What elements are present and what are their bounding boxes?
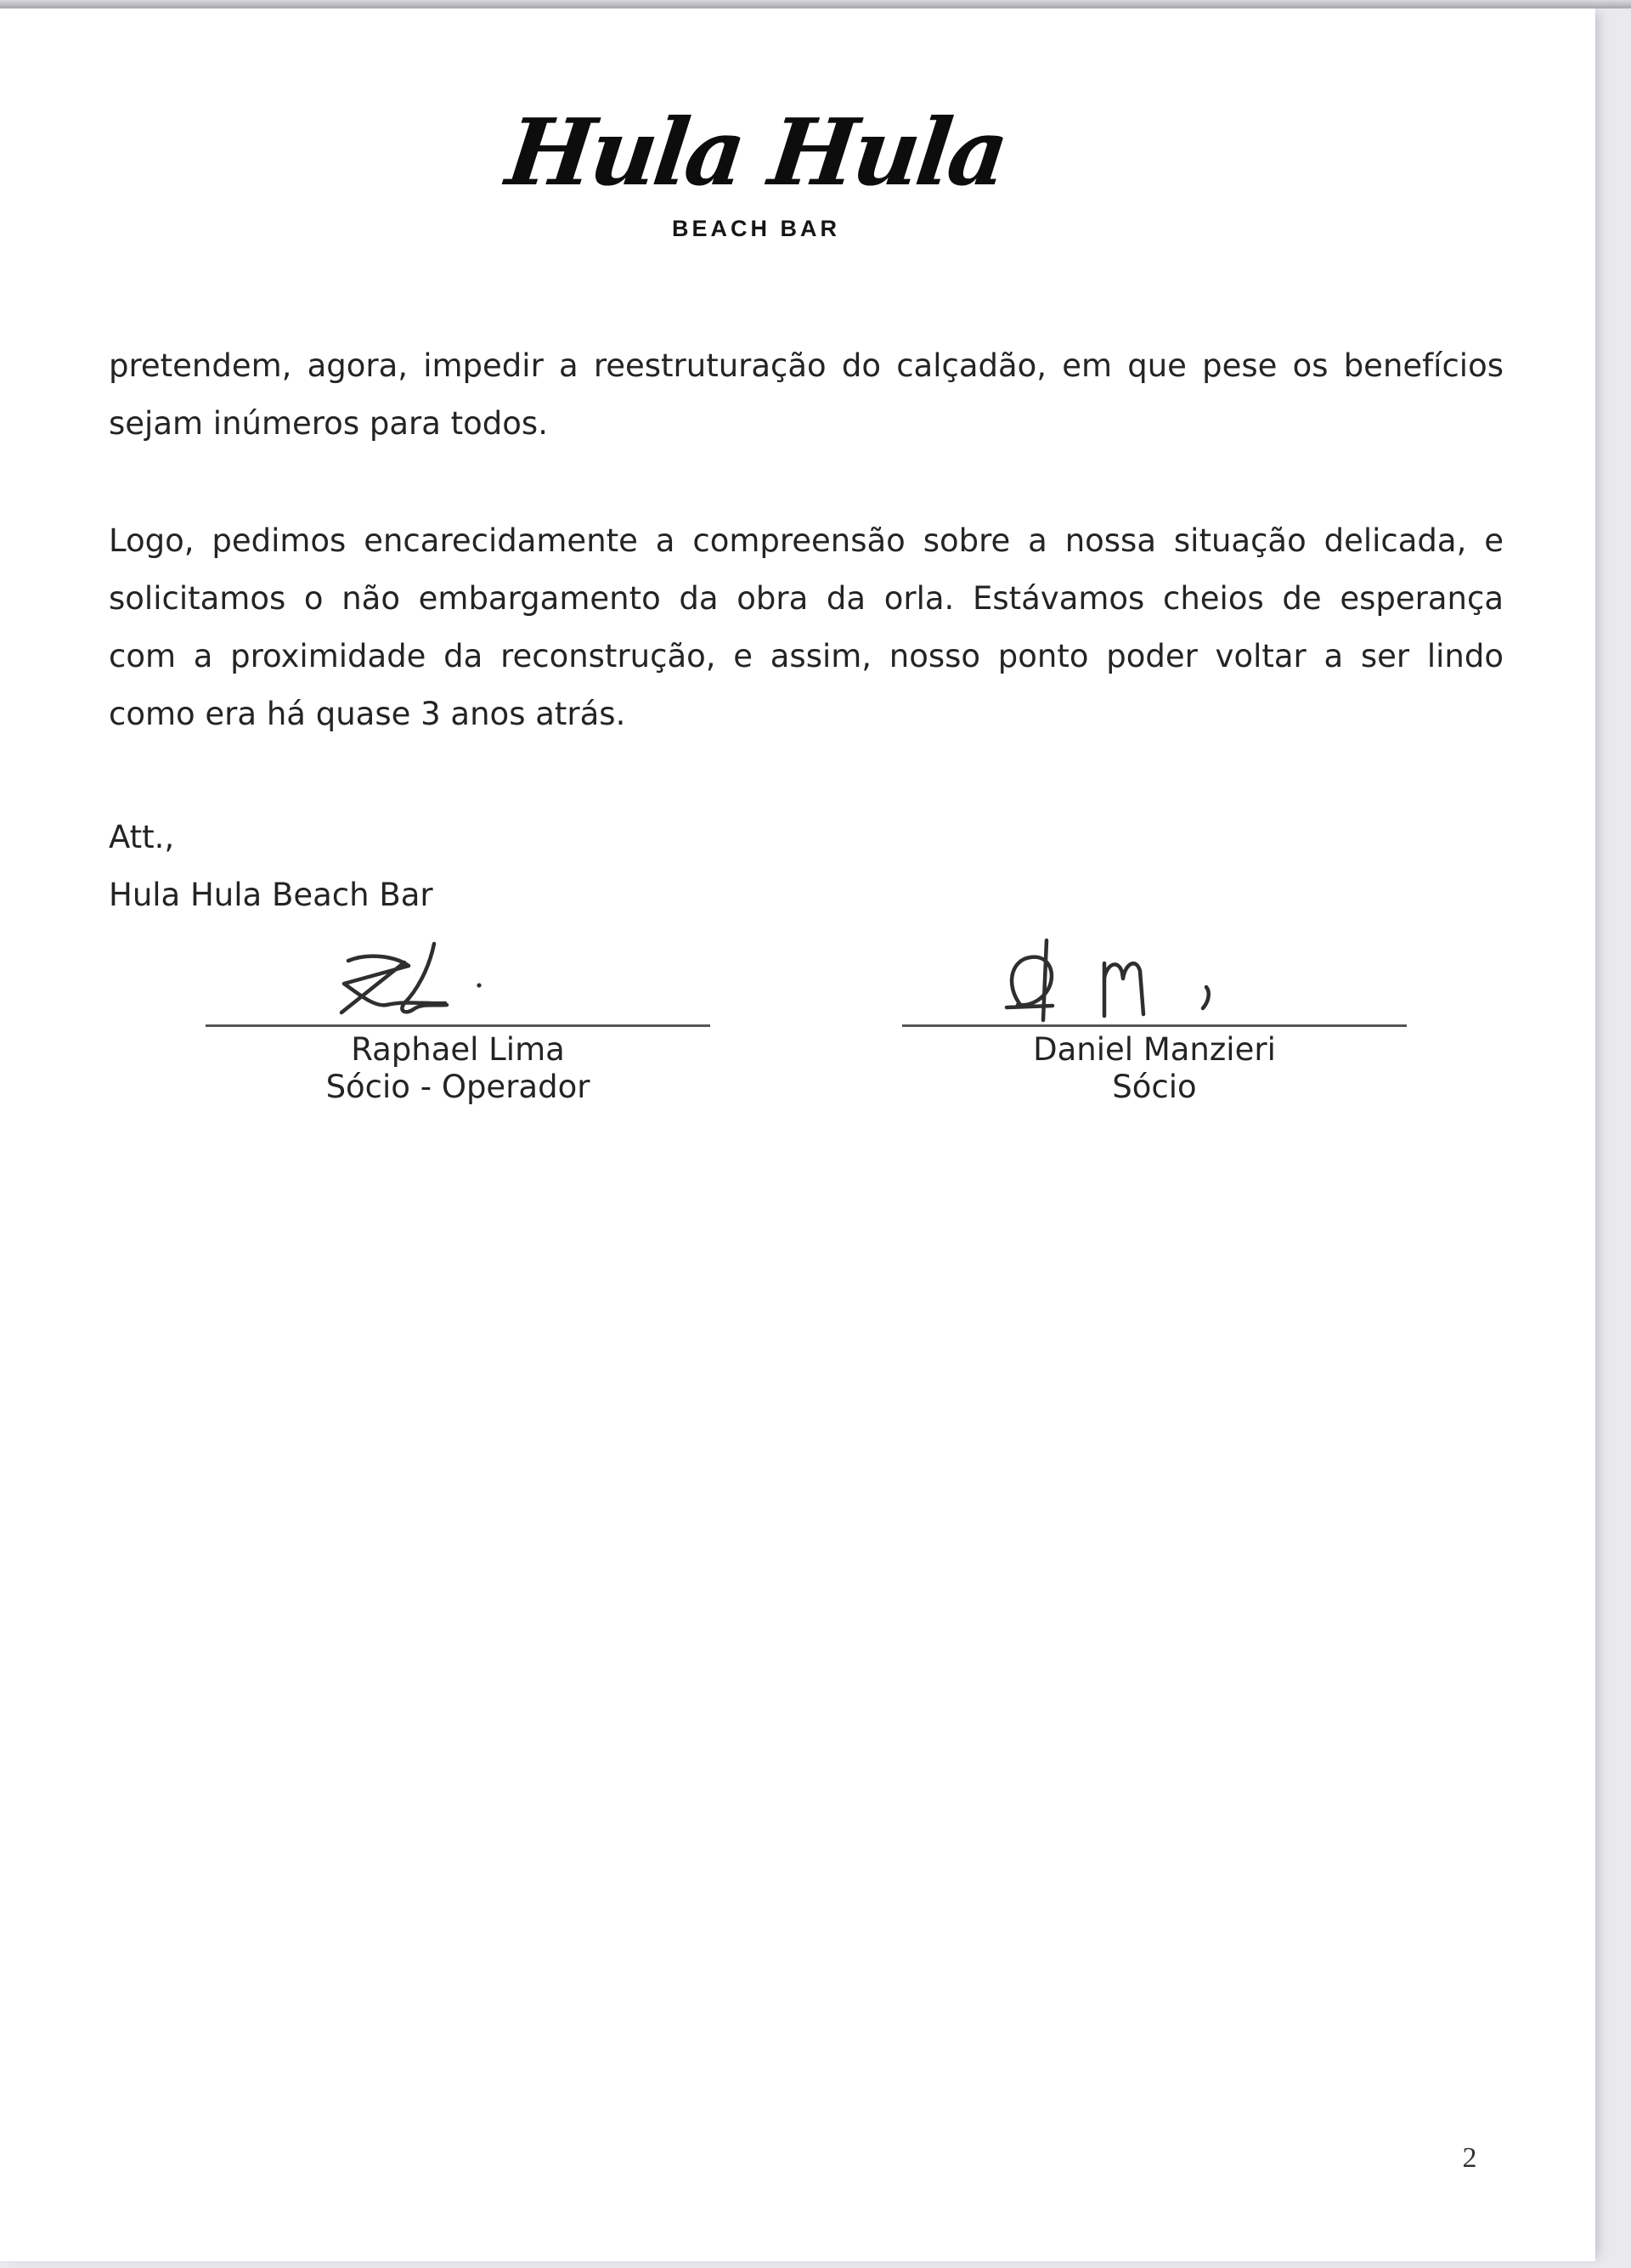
paragraph-2-line-1: Logo, pedimos encarecidamente a compreensão sobre a nossa situação delicada, e bbox=[109, 522, 1504, 559]
paragraph-1-line-2: sejam inúmeros para todos. bbox=[109, 405, 548, 442]
closing-salutation: Att., bbox=[109, 819, 175, 855]
paragraph-2-line-3: com a proximidade da reconstrução, e assim, nosso ponto poder voltar a ser lindo bbox=[109, 638, 1504, 674]
closing-block bbox=[109, 809, 1504, 924]
logo-wordmark: Hula Hula bbox=[500, 99, 1012, 206]
raphael-lima-signature-icon bbox=[333, 938, 494, 1026]
paragraph-2-line-4: como era há quase 3 anos atrás. bbox=[109, 696, 626, 732]
page-number: 2 bbox=[1462, 2142, 1477, 2174]
signature-line bbox=[206, 1024, 710, 1027]
signature-line bbox=[902, 1024, 1407, 1027]
paragraph-1-line-1: pretendem, agora, impedir a reestruturação do calçadão, em que pese os benefícios bbox=[109, 347, 1504, 384]
signer-name: Raphael Lima bbox=[351, 1031, 565, 1068]
signature-block-raphael-lima bbox=[206, 926, 710, 1113]
signature-block-daniel-manzieri bbox=[902, 926, 1407, 1113]
closing-company: Hula Hula Beach Bar bbox=[109, 877, 433, 913]
letter-page bbox=[0, 8, 1595, 2261]
daniel-manzieri-signature-icon bbox=[1004, 938, 1235, 1026]
signer-role: Sócio bbox=[1112, 1069, 1197, 1105]
viewer-top-bar bbox=[0, 0, 1631, 8]
signer-role: Sócio - Operador bbox=[325, 1069, 590, 1105]
company-logo bbox=[459, 97, 1053, 242]
signer-name: Daniel Manzieri bbox=[1033, 1031, 1276, 1068]
paragraph-1 bbox=[109, 337, 1504, 453]
logo-subtitle: BEACH BAR bbox=[672, 216, 840, 241]
paragraph-2 bbox=[109, 512, 1504, 743]
paragraph-2-line-2: solicitamos o não embargamento da obra da orla. Estávamos cheios de esperança bbox=[109, 580, 1504, 617]
